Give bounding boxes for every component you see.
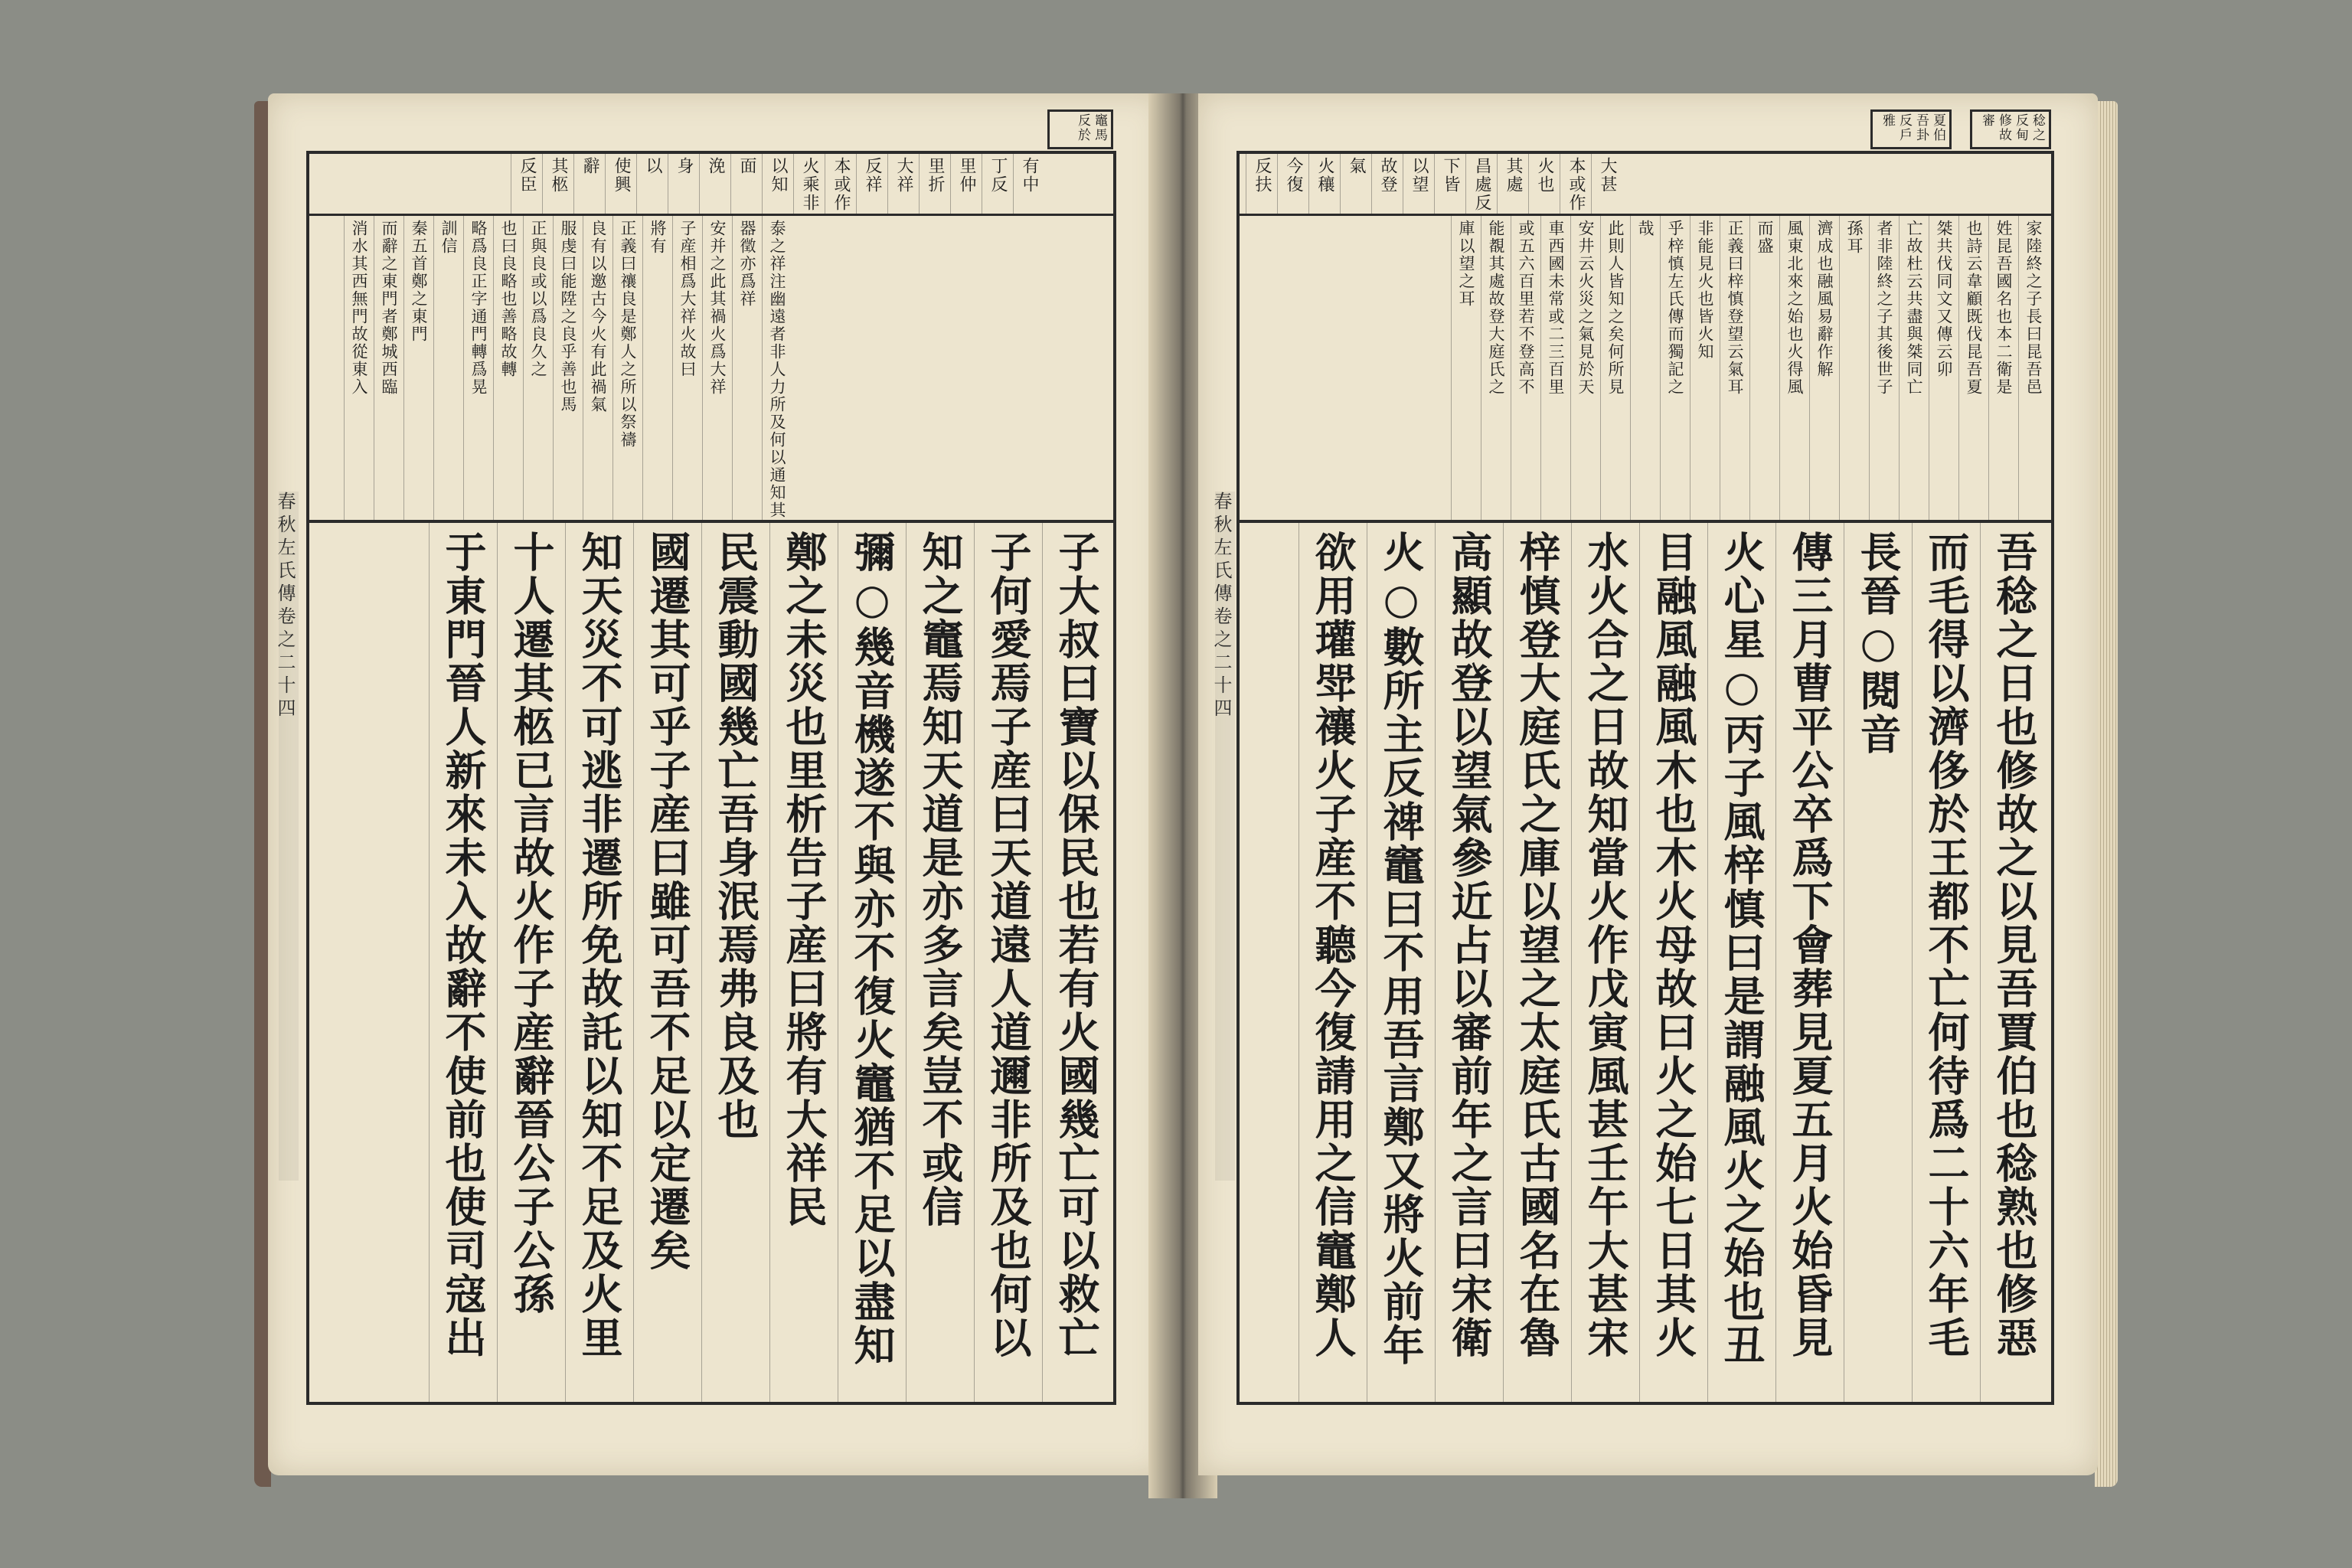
right-header-box-column-2: 反甸 xyxy=(2013,113,2028,142)
right-note-column-9: 風東北來之始也火得風 xyxy=(1779,214,1809,520)
right-header-box-column-3: 修故 xyxy=(1996,113,2011,142)
right-note-column-12: 非能見火也皆火知 xyxy=(1690,214,1720,520)
right-header-column-2: 本或作 xyxy=(1560,154,1591,214)
right-page-side-label: 春秋左氏傳卷之二十四 xyxy=(1215,492,1235,1181)
right-header-box2-column-1: 夏伯 xyxy=(1930,113,1945,142)
left-note-column-13: 秦五首鄭之東門 xyxy=(403,214,433,520)
right-text-frame xyxy=(1236,113,2054,1405)
left-main-column-2: 子何愛焉子産曰天道遠人道邇非所及也何以 xyxy=(974,520,1042,1402)
right-note-column-8: 濟成也融風易辭作解 xyxy=(1809,214,1839,520)
left-page-side-label: 春秋左氏傳卷之二十四 xyxy=(279,492,299,1181)
right-note-column-15: 此則人皆知之矣何所見 xyxy=(1600,214,1630,520)
right-note-column-7: 孫耳 xyxy=(1839,214,1869,520)
left-note-column-6: 正義曰禳良是鄭人之所以祭禱 xyxy=(612,214,642,520)
left-main-text xyxy=(309,520,1113,1402)
left-main-column-8: 知天災不可逃非遷所免故託以知不足及火里 xyxy=(565,520,633,1402)
page-block-edge xyxy=(2095,101,2118,1487)
left-header-column-1: 有中 xyxy=(1013,154,1044,214)
left-header-column-4: 里折 xyxy=(919,154,950,214)
left-main-column-1: 子大叔曰寶以保民也若有火國幾亡可以救亡 xyxy=(1042,520,1110,1402)
right-note-column-11: 正義曰梓慎登望云氣耳 xyxy=(1720,214,1749,520)
right-main-column-5: 火心星○丙子風梓慎曰是謂融風火之始也丑 xyxy=(1707,520,1775,1402)
left-note-column-5: 將有 xyxy=(642,214,672,520)
right-header-box-column-1: 稔之 xyxy=(2030,113,2045,142)
right-note-column-18: 或五六百里若不登高不 xyxy=(1511,214,1540,520)
right-header-box-column-4: 審 xyxy=(1979,113,1994,128)
left-main-column-7: 國遷其可乎子産曰雖可吾不足以定遷矣 xyxy=(633,520,701,1402)
left-main-column-9: 十人遷其柩已言故火作子産辭晉公子公孫 xyxy=(497,520,565,1402)
right-main-column-8: 梓慎登大庭氏之庫以望之太庭氏古國名在魯 xyxy=(1503,520,1571,1402)
right-main-column-4: 傳三月曹平公卒爲下會葬見夏五月火始昏見 xyxy=(1775,520,1844,1402)
left-header-column-11: 浼 xyxy=(699,154,730,214)
left-header-column-8: 火乘非 xyxy=(793,154,825,214)
left-note-column-9: 正與良或以爲良久之 xyxy=(523,214,553,520)
left-header-column-9: 以知 xyxy=(762,154,793,214)
right-header-box2-column-2: 吾卦 xyxy=(1913,113,1929,142)
right-header-column-4: 其處 xyxy=(1497,154,1528,214)
right-header-column-7: 以望 xyxy=(1403,154,1434,214)
left-page xyxy=(268,93,1164,1475)
left-header-column-5: 大祥 xyxy=(887,154,919,214)
right-note-column-20: 庫以望之耳 xyxy=(1451,214,1481,520)
right-note-column-10: 而盛 xyxy=(1749,214,1779,520)
left-main-column-5: 鄭之未災也里析告子産曰將有大祥民 xyxy=(769,520,838,1402)
right-note-column-14: 哉 xyxy=(1630,214,1660,520)
left-header-column-13: 以 xyxy=(636,154,668,214)
left-header-column-15: 辭 xyxy=(573,154,605,214)
right-header-box-2 xyxy=(1870,109,1952,149)
left-header-column-2: 丁反 xyxy=(982,154,1013,214)
right-main-column-11: 欲用瓘斝禳火子産不聽今復請用之信竈鄭人 xyxy=(1298,520,1367,1402)
left-note-column-2: 器徵亦爲祥 xyxy=(732,214,762,520)
right-header-column-10: 火穰 xyxy=(1308,154,1340,214)
left-header-column-7: 本或作 xyxy=(825,154,856,214)
right-note-column-19: 能覩其處故登大庭氏之 xyxy=(1481,214,1511,520)
left-note-column-8: 服虔曰能陞之良乎善也馬 xyxy=(553,214,583,520)
left-note-column-7: 良有以邀古今火有此禍氣 xyxy=(583,214,612,520)
right-note-column-4: 桀共伐同文又傳云卯 xyxy=(1929,214,1958,520)
right-note-column-1: 家陸終之子長曰昆吾邑 xyxy=(2018,214,2048,520)
right-note-column-16: 安井云火災之氣見於天 xyxy=(1570,214,1600,520)
right-header-box2-column-4: 雅 xyxy=(1880,113,1895,128)
left-note-column-15: 消水其西無門故從東入 xyxy=(344,214,374,520)
left-note-column-12: 訓信 xyxy=(433,214,463,520)
left-note-column-1: 泰之祥注幽遠者非人力所及何以通知其 xyxy=(762,214,792,520)
left-header-box xyxy=(1047,109,1113,149)
left-main-column-3: 知之竈焉知天道是亦多言矣豈不或信 xyxy=(906,520,974,1402)
left-header-column-16: 其柩 xyxy=(542,154,573,214)
right-note-column-13: 乎梓慎左氏傳而獨記之 xyxy=(1660,214,1690,520)
right-main-column-6: 目融風融風木也木火母故曰火之始七日其火 xyxy=(1639,520,1707,1402)
right-header-column-1: 大甚 xyxy=(1591,154,1622,214)
right-main-column-1: 吾稔之日也修故之以見吾賈伯也稔熟也修惡 xyxy=(1980,520,2048,1402)
left-main-column-4: 彌○幾音機遂不與亦不復火竈猶不足以盡知 xyxy=(838,520,906,1402)
right-note-column-3: 也詩云韋顧既伐昆吾夏 xyxy=(1958,214,1988,520)
right-header-column-9: 氣 xyxy=(1340,154,1371,214)
left-note-column-11: 略爲良正字通門轉爲晃 xyxy=(463,214,493,520)
right-main-column-2: 而毛得以濟侈於王都不亡何待爲二十六年毛 xyxy=(1912,520,1980,1402)
right-header-column-5: 昌處反 xyxy=(1465,154,1497,214)
left-note-column-14: 而辭之東門者鄭城西臨 xyxy=(374,214,403,520)
left-header-column-12: 身 xyxy=(668,154,699,214)
left-header-box-column-2: 反於 xyxy=(1075,113,1090,142)
left-header-column-14: 使興 xyxy=(605,154,636,214)
right-main-column-10: 火○數所主反禆竈曰不用吾言鄭又將火前年 xyxy=(1367,520,1435,1402)
right-note-column-2: 姓昆吾國名也本二衛是 xyxy=(1988,214,2018,520)
right-header-column-12: 反扶 xyxy=(1246,154,1277,214)
right-note-column-6: 者非陸終之子其後世子 xyxy=(1869,214,1899,520)
right-annotation-strip xyxy=(1240,214,2051,523)
left-annotation-strip xyxy=(309,214,1113,523)
left-header-strip xyxy=(309,154,1113,216)
left-note-column-3: 安并之此其禍火爲大祥 xyxy=(702,214,732,520)
right-main-column-7: 水火合之日故知當火作戊寅風甚壬午大甚宋 xyxy=(1571,520,1639,1402)
left-header-column-10: 面 xyxy=(730,154,762,214)
right-header-box xyxy=(1970,109,2051,149)
right-main-column-9: 高顯故登以望氣參近占以審前年之言曰宋衛 xyxy=(1435,520,1503,1402)
right-note-column-5: 亡故杜云共盡與桀同亡 xyxy=(1899,214,1929,520)
right-main-column-3: 長晉○閱音 xyxy=(1844,520,1912,1402)
right-main-text xyxy=(1240,520,2051,1402)
right-header-column-11: 今復 xyxy=(1277,154,1308,214)
left-main-column-10: 于東門晉人新來未入故辭不使前也使司寇出 xyxy=(429,520,497,1402)
right-header-strip xyxy=(1240,154,2051,216)
open-book xyxy=(268,93,2098,1498)
left-main-column-6: 民震動國幾亡吾身泯焉弗良及也 xyxy=(701,520,769,1402)
left-note-column-10: 也曰良略也善略故轉 xyxy=(493,214,523,520)
left-header-column-17: 反臣 xyxy=(511,154,542,214)
right-note-column-17: 車西國未常或二三百里 xyxy=(1540,214,1570,520)
left-header-column-3: 里仲 xyxy=(950,154,982,214)
left-note-column-4: 子産相爲大祥火故曰 xyxy=(672,214,702,520)
right-header-column-3: 火也 xyxy=(1528,154,1560,214)
right-header-column-8: 故登 xyxy=(1371,154,1403,214)
left-text-frame xyxy=(306,113,1116,1405)
left-header-box-column-1: 竈馬 xyxy=(1092,113,1107,142)
right-page xyxy=(1198,93,2098,1475)
right-header-box2-column-3: 反戶 xyxy=(1896,113,1912,142)
left-header-column-6: 反祥 xyxy=(856,154,887,214)
right-header-column-6: 下皆 xyxy=(1434,154,1465,214)
